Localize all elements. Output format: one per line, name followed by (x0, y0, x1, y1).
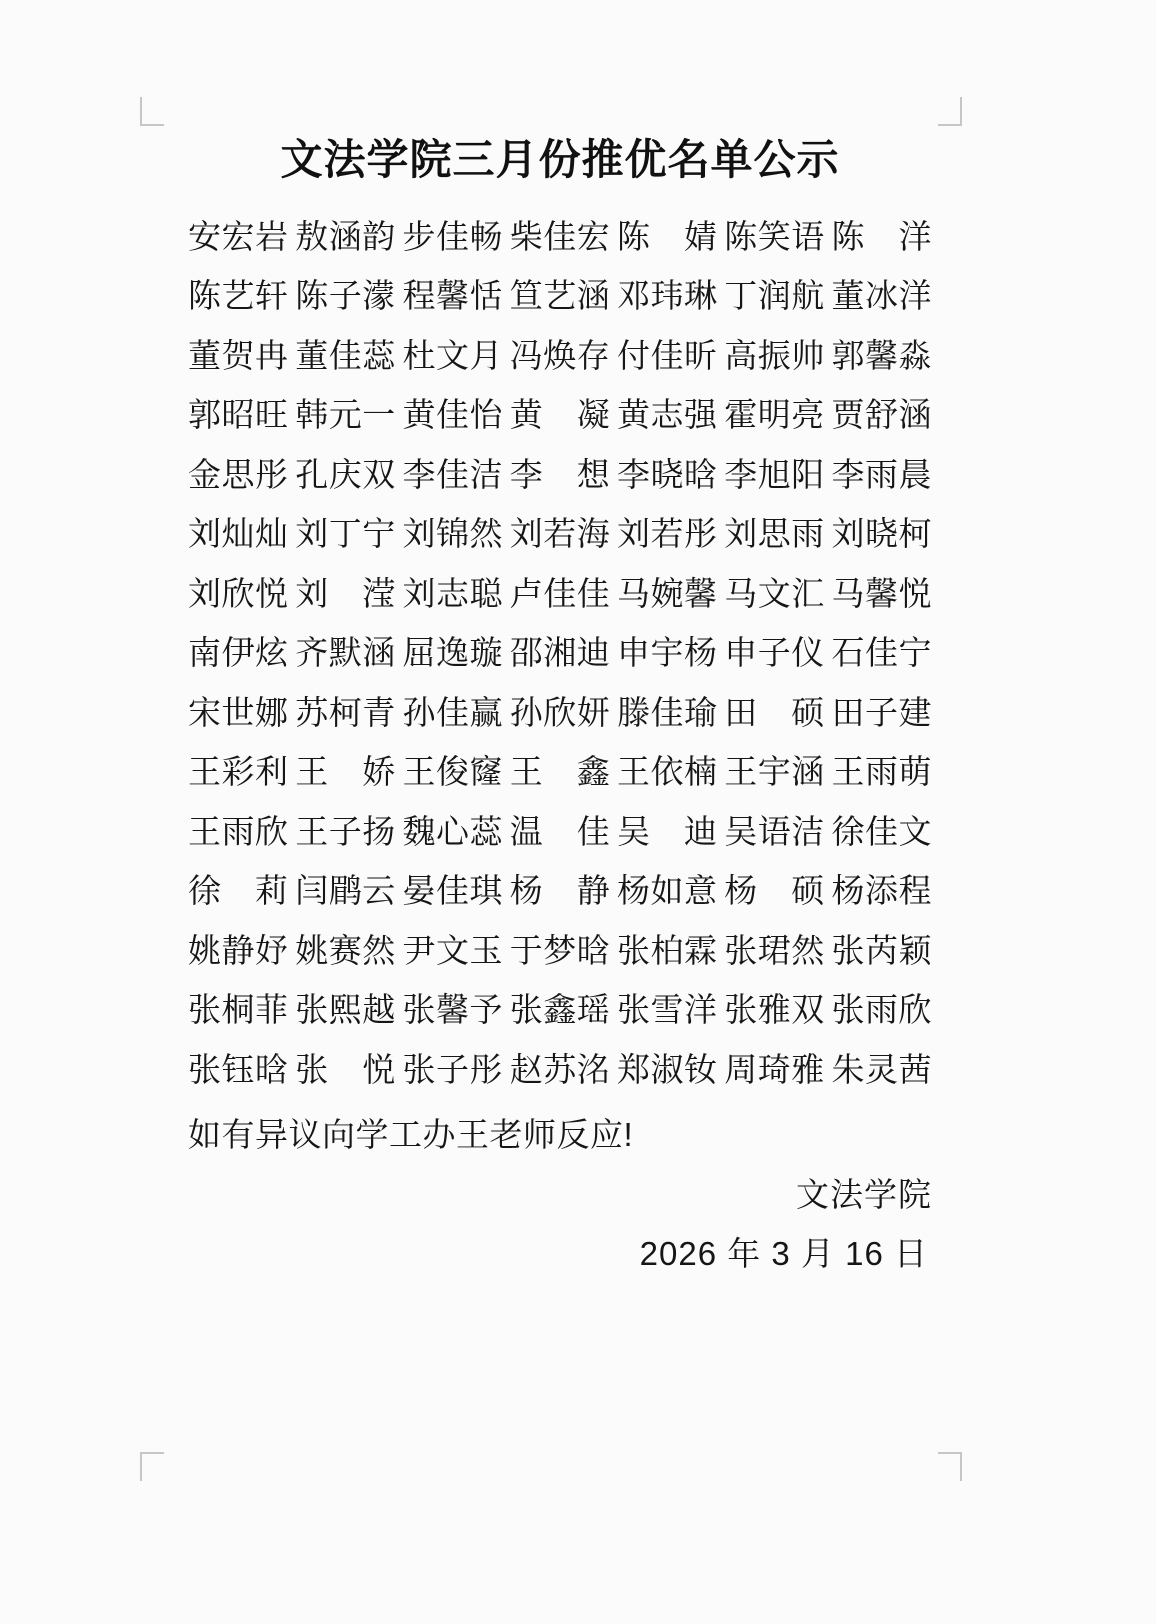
person-name: 王彩利 (188, 753, 289, 791)
person-name: 张熙越 (295, 991, 396, 1029)
name-row (188, 978, 932, 1038)
person-name: 黄志强 (617, 396, 718, 434)
corner-mark-top-left (140, 97, 164, 126)
name-row (188, 799, 932, 859)
person-name: 晏佳琪 (402, 872, 503, 910)
person-name: 刘丁宁 (295, 515, 396, 553)
person-name: 马文汇 (724, 574, 825, 612)
person-name: 杨 静 (509, 872, 611, 910)
person-name: 王 娇 (295, 753, 396, 791)
corner-mark-bottom-left (140, 1452, 164, 1481)
person-name: 苏柯青 (295, 693, 396, 731)
person-name: 董佳蕊 (295, 336, 396, 374)
person-name: 刘志聪 (402, 574, 503, 612)
person-name: 姚赛然 (295, 931, 396, 969)
name-row (188, 680, 932, 740)
person-name: 陈 婧 (617, 217, 718, 255)
person-name: 张雪洋 (617, 991, 718, 1029)
person-name: 王子扬 (295, 812, 396, 850)
person-name: 田子建 (831, 693, 932, 731)
person-name: 于梦晗 (509, 931, 611, 969)
date-line: 2026 年 3 月 16 日 (639, 1235, 928, 1273)
person-name: 张柏霖 (617, 931, 718, 969)
person-name: 刘思雨 (724, 515, 825, 553)
person-name: 周琦雅 (724, 1050, 825, 1088)
person-name: 刘若海 (509, 515, 611, 553)
person-name: 李雨晨 (831, 455, 932, 493)
person-name: 王 鑫 (509, 753, 611, 791)
person-name: 刘欣悦 (188, 574, 289, 612)
name-list (188, 204, 932, 1097)
person-name: 董冰洋 (831, 277, 932, 315)
person-name: 马馨悦 (831, 574, 932, 612)
corner-mark-top-right (938, 97, 962, 126)
person-name: 韩元一 (295, 396, 396, 434)
person-name: 郑淑钕 (617, 1050, 718, 1088)
person-name: 申宇杨 (617, 634, 718, 672)
person-name: 马婉馨 (617, 574, 718, 612)
person-name: 张芮颖 (831, 931, 932, 969)
person-name: 张子彤 (402, 1050, 503, 1088)
person-name: 张桐菲 (188, 991, 289, 1029)
name-row (188, 918, 932, 978)
person-name: 王依楠 (617, 753, 718, 791)
name-row (188, 323, 932, 383)
person-name: 杨 硕 (724, 872, 825, 910)
person-name: 王俊窿 (402, 753, 503, 791)
person-name: 郭馨淼 (831, 336, 932, 374)
person-name: 丁润航 (724, 277, 825, 315)
person-name: 敖涵韵 (295, 217, 396, 255)
person-name: 陈笑语 (724, 217, 825, 255)
person-name: 霍明亮 (724, 396, 825, 434)
person-name: 董贺冉 (188, 336, 289, 374)
person-name: 张 悦 (295, 1050, 396, 1088)
person-name: 陈 洋 (831, 217, 932, 255)
person-name: 李 想 (509, 455, 611, 493)
corner-mark-bottom-right (938, 1452, 962, 1481)
document-content (188, 136, 932, 1281)
person-name: 安宏岩 (188, 217, 289, 255)
person-name: 赵苏洺 (509, 1050, 611, 1088)
person-name: 李晓晗 (617, 455, 718, 493)
person-name: 申子仪 (724, 634, 825, 672)
person-name: 邓玮琳 (617, 277, 718, 315)
person-name: 孔庆双 (295, 455, 396, 493)
person-name: 邵湘迪 (509, 634, 611, 672)
notice-line: 如有异议向学工办王老师反应! (188, 1116, 634, 1154)
person-name: 杨添程 (831, 872, 932, 910)
person-name: 滕佳瑜 (617, 693, 718, 731)
person-name: 张钰晗 (188, 1050, 289, 1088)
person-name: 黄 凝 (509, 396, 611, 434)
person-name: 徐 莉 (188, 872, 289, 910)
person-name: 柴佳宏 (509, 217, 611, 255)
page-title: 文法学院三月份推优名单公示 (280, 136, 840, 183)
person-name: 尹文玉 (402, 931, 503, 969)
person-name: 田 硕 (724, 693, 825, 731)
name-row (188, 621, 932, 681)
person-name: 徐佳文 (831, 812, 932, 850)
person-name: 朱灵茜 (831, 1050, 932, 1088)
person-name: 杨如意 (617, 872, 718, 910)
person-name: 高振帅 (724, 336, 825, 374)
person-name: 陈艺轩 (188, 277, 289, 315)
person-name: 闫鹛云 (295, 872, 396, 910)
person-name: 南伊炫 (188, 634, 289, 672)
person-name: 齐默涵 (295, 634, 396, 672)
name-row (188, 204, 932, 264)
person-name: 宋世娜 (188, 693, 289, 731)
person-name: 王宇涵 (724, 753, 825, 791)
person-name: 孙欣妍 (509, 693, 611, 731)
person-name: 张雅双 (724, 991, 825, 1029)
person-name: 张馨予 (402, 991, 503, 1029)
person-name: 吴 迪 (617, 812, 718, 850)
person-name: 杜文月 (402, 336, 503, 374)
person-name: 程馨恬 (402, 277, 503, 315)
person-name: 冯焕存 (509, 336, 611, 374)
person-name: 付佳昕 (617, 336, 718, 374)
person-name: 刘晓柯 (831, 515, 932, 553)
person-name: 吴语洁 (724, 812, 825, 850)
person-name: 张珺然 (724, 931, 825, 969)
person-name: 孙佳赢 (402, 693, 503, 731)
person-name: 王雨萌 (831, 753, 932, 791)
name-row (188, 383, 932, 443)
name-row (188, 561, 932, 621)
person-name: 王雨欣 (188, 812, 289, 850)
person-name: 刘 滢 (295, 574, 396, 612)
person-name: 卢佳佳 (509, 574, 611, 612)
person-name: 贾舒涵 (831, 396, 932, 434)
name-row (188, 442, 932, 502)
person-name: 郭昭旺 (188, 396, 289, 434)
person-name: 黄佳怡 (402, 396, 503, 434)
person-name: 张雨欣 (831, 991, 932, 1029)
person-name: 温 佳 (509, 812, 611, 850)
person-name: 陈子濛 (295, 277, 396, 315)
person-name: 李佳洁 (402, 455, 503, 493)
name-row (188, 502, 932, 562)
person-name: 笪艺涵 (509, 277, 611, 315)
name-row (188, 264, 932, 324)
person-name: 刘若彤 (617, 515, 718, 553)
person-name: 刘锦然 (402, 515, 503, 553)
person-name: 李旭阳 (724, 455, 825, 493)
person-name: 姚静妤 (188, 931, 289, 969)
signature-line: 文法学院 (796, 1175, 932, 1213)
name-row (188, 859, 932, 919)
person-name: 刘灿灿 (188, 515, 289, 553)
person-name: 屈逸璇 (402, 634, 503, 672)
person-name: 魏心蕊 (402, 812, 503, 850)
person-name: 张鑫瑶 (509, 991, 611, 1029)
person-name: 步佳畅 (402, 217, 503, 255)
person-name: 石佳宁 (831, 634, 932, 672)
name-row (188, 740, 932, 800)
person-name: 金思彤 (188, 455, 289, 493)
name-row (188, 1037, 932, 1097)
